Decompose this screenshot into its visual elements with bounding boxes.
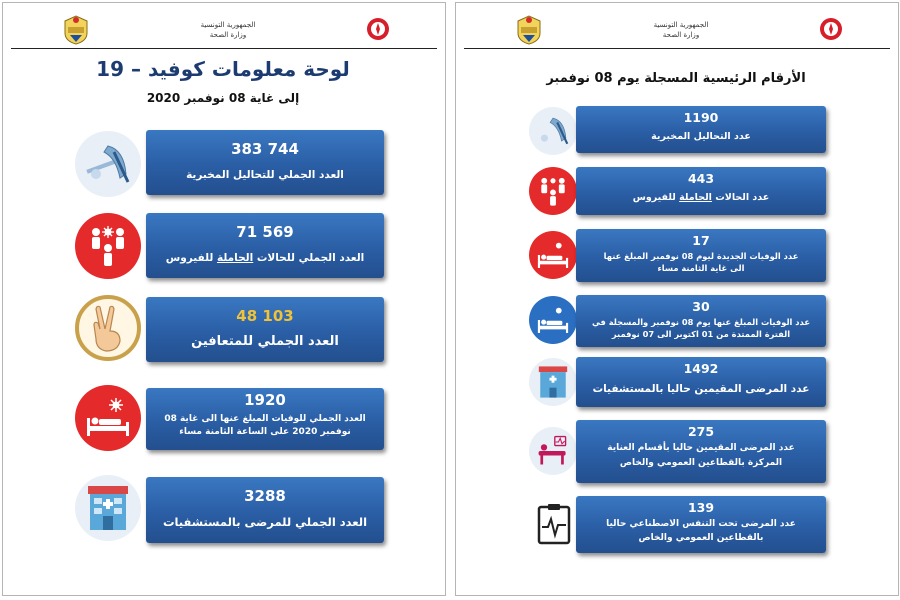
stat-value: 275 xyxy=(687,424,715,439)
government-header xyxy=(153,20,303,40)
stat-label-line: عدد المرضى المقيمين حاليا بأقسام العناية xyxy=(607,443,795,453)
stat-card-total-carriers xyxy=(146,213,384,278)
stat-label-underlined: الحاملة xyxy=(217,252,254,264)
page-subtitle: إلى غاية 08 نوفمبر 2020 xyxy=(146,91,300,105)
stat-label-part: عدد الحالات xyxy=(711,192,770,203)
ventilator-clipboard-icon xyxy=(533,500,575,548)
gov-line-republic: الجمهورية التونسية xyxy=(653,21,709,29)
right-page xyxy=(455,2,899,596)
header-divider xyxy=(464,48,890,49)
stat-card-total-hospitalized xyxy=(146,477,384,543)
stat-value: 30 xyxy=(692,299,710,314)
stat-value: 139 xyxy=(687,500,715,515)
stat-label-line: العدد الجملي للوفيات المبلغ عنها الى غاية 08 xyxy=(164,414,366,424)
stat-label-line: عدد الوفيات الجديدة ليوم 08 نوفمبر المبلغ عنها xyxy=(603,251,799,261)
hospital-building-icon xyxy=(75,475,141,541)
carriers-people-icon xyxy=(529,167,577,215)
stat-card-total-tests xyxy=(146,130,384,195)
stat-value: 443 xyxy=(687,171,715,186)
stat-label xyxy=(576,191,826,204)
stat-value: 1190 xyxy=(683,110,719,125)
deceased-bed-icon xyxy=(75,385,141,451)
stat-label xyxy=(576,316,826,340)
victory-hand-icon xyxy=(75,295,141,361)
stat-label: العدد الجملي للتحاليل المخبرية xyxy=(186,169,344,181)
stat-value: 3288 xyxy=(244,487,286,505)
page-title: لوحة معلومات كوفيد – 19 xyxy=(96,57,350,81)
stat-label-line: بالقطاعين العمومي والخاص xyxy=(638,533,764,543)
stat-value: 48 103 xyxy=(236,307,294,325)
stat-card-total-deaths xyxy=(146,388,384,450)
stat-label-line: المركزة بالقطاعين العمومي والخاص xyxy=(619,458,783,468)
icu-bed-icon xyxy=(529,427,577,475)
ministry-logo-icon xyxy=(366,17,390,41)
stat-label: العدد الجملي للمرضى بالمستشفيات xyxy=(162,515,368,529)
stat-value: 71 569 xyxy=(236,223,294,241)
stat-label xyxy=(576,250,826,274)
stat-label xyxy=(146,251,384,265)
left-page xyxy=(2,2,446,596)
stat-value: 383 744 xyxy=(231,140,299,158)
tunisia-emblem-icon xyxy=(514,13,544,45)
stat-label xyxy=(576,441,826,471)
gov-line-republic: الجمهورية التونسية xyxy=(200,21,256,29)
stat-card-current-ventilated xyxy=(576,496,826,553)
stat-label-part: للفيروس xyxy=(165,252,217,264)
carriers-people-icon xyxy=(75,213,141,279)
page-title: الأرقام الرئيسية المسجلة يوم 08 نوفمبر xyxy=(546,71,806,86)
stat-label-line: عدد المرضى تحت التنفس الاصطناعي حاليا xyxy=(606,519,796,529)
stat-card-daily-carriers xyxy=(576,167,826,215)
stat-value: 17 xyxy=(692,233,710,248)
ministry-logo-icon xyxy=(819,17,843,41)
stat-label: عدد المرضى المقيمين حاليا بالمستشفيات xyxy=(592,383,810,395)
hospital-building-icon xyxy=(529,358,577,406)
deceased-bed-blue-icon xyxy=(529,296,577,344)
stat-label xyxy=(146,413,384,439)
tunisia-emblem-icon xyxy=(61,13,91,45)
stat-label-part: للفيروس xyxy=(632,192,680,203)
stat-card-daily-new-deaths xyxy=(576,229,826,282)
deceased-bed-icon xyxy=(529,231,577,279)
lab-test-swab-icon xyxy=(75,131,141,197)
header-divider xyxy=(11,48,437,49)
stat-label-line: الى غاية الثامنة مساء xyxy=(657,263,745,273)
stat-card-total-recovered xyxy=(146,297,384,362)
lab-test-swab-icon xyxy=(529,107,577,155)
stat-label: عدد التحاليل المخبرية xyxy=(651,131,751,142)
stat-card-reported-deaths-period xyxy=(576,295,826,347)
stat-label-line: نوفمبر 2020 على الساعة الثامنة مساء xyxy=(179,427,351,437)
stat-label-underlined: الحاملة xyxy=(679,192,712,203)
government-header xyxy=(606,20,756,40)
gov-line-ministry: وزارة الصحة xyxy=(209,31,247,39)
stat-label xyxy=(576,517,826,545)
stat-label-line: الفترة الممتدة من 01 اكتوبر الى 07 نوفمبر xyxy=(611,329,791,339)
stat-label-part: العدد الجملي للحالات xyxy=(253,252,365,264)
gov-line-ministry: وزارة الصحة xyxy=(662,31,700,39)
stat-card-current-hospitalized xyxy=(576,357,826,407)
stat-value: 1492 xyxy=(683,361,719,376)
stat-card-current-icu xyxy=(576,420,826,483)
stat-value: 1920 xyxy=(244,391,286,409)
stat-card-daily-tests xyxy=(576,106,826,153)
stat-label-line: عدد الوفيات المبلغ عنها يوم 08 نوفمبر والمسجلة في xyxy=(591,317,811,327)
stat-label: العدد الجملي للمتعافين xyxy=(191,334,339,349)
